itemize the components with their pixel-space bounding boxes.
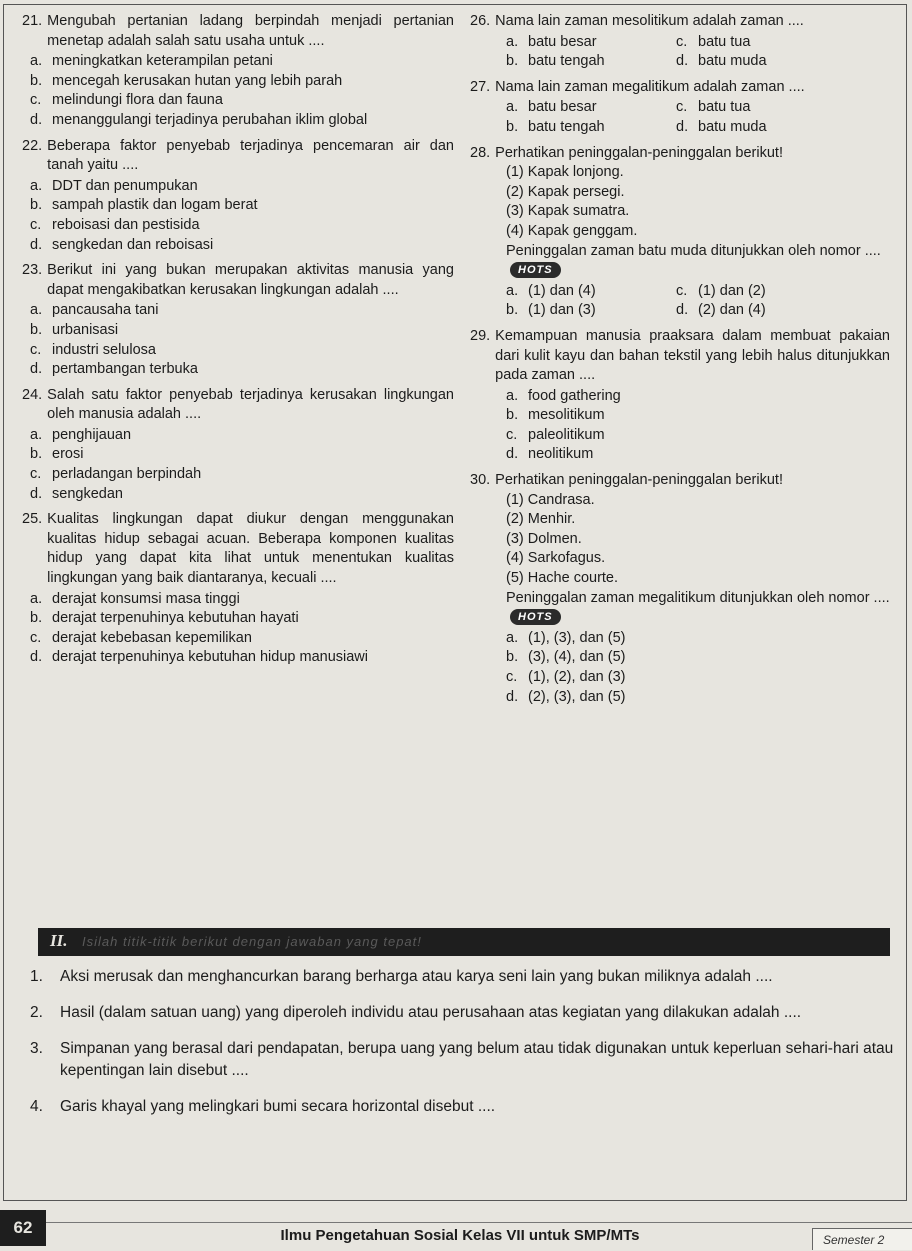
option-a[interactable]: a. penghijauan bbox=[30, 426, 132, 443]
question-stem: Perhatikan peninggalan-peninggalan berikut! bbox=[495, 472, 783, 489]
option-c[interactable]: c. (1), (2), dan (3) bbox=[506, 669, 626, 685]
question-stem: Salah satu faktor penyebab terjadinya kerusakan lingkungan oleh manusia adalah .... bbox=[47, 386, 454, 423]
question-number: 22. bbox=[22, 137, 43, 154]
question-stem: Nama lain zaman mesolitikum adalah zaman .... bbox=[495, 13, 804, 29]
question-number: 28. bbox=[470, 144, 491, 161]
question-28 bbox=[470, 144, 890, 321]
question-number: 25. bbox=[22, 511, 43, 528]
essay-section bbox=[30, 966, 906, 1132]
option-d[interactable]: d. (2), (3), dan (5) bbox=[506, 688, 626, 705]
option-a[interactable]: a. pancausaha tani bbox=[30, 302, 159, 319]
option-b[interactable]: b. mesolitikum bbox=[506, 407, 605, 424]
question-number: 23. bbox=[22, 262, 43, 279]
question-number: 21. bbox=[22, 13, 43, 29]
question-30 bbox=[470, 471, 890, 707]
question-stem: Nama lain zaman megalitikum adalah zaman .... bbox=[495, 78, 805, 95]
list-item: (1) Candrasa. bbox=[506, 491, 595, 508]
essay-question-4: 4. Garis khayal yang melingkari bumi secara horizontal disebut .... bbox=[30, 1098, 496, 1115]
section-number: II. bbox=[50, 931, 68, 950]
option-a[interactable]: a. DDT dan penumpukan bbox=[30, 177, 198, 194]
option-a[interactable]: a. batu besar bbox=[506, 33, 597, 50]
list-item: (1) Kapak lonjong. bbox=[506, 164, 624, 181]
follow-up-text: Peninggalan zaman batu muda ditunjukkan oleh nomor ....HOTS bbox=[506, 242, 881, 277]
option-c[interactable]: c. industri selulosa bbox=[30, 341, 156, 358]
question-number: 26. bbox=[470, 13, 491, 29]
option-d[interactable]: d. batu muda bbox=[676, 118, 767, 135]
option-d[interactable]: d. sengkedan bbox=[30, 485, 123, 502]
option-b[interactable]: b. (1) dan (3) bbox=[506, 302, 596, 319]
question-stem: Berikut ini yang bukan merupakan aktivitas manusia yang dapat mengakibatkan kerusakan lingkungan adalah .... bbox=[47, 262, 454, 298]
option-a[interactable]: a. derajat konsumsi masa tinggi bbox=[30, 590, 240, 607]
list-item: (4) Sarkofagus. bbox=[506, 550, 606, 567]
left-column bbox=[22, 12, 454, 674]
question-number: 29. bbox=[470, 327, 491, 344]
right-column bbox=[470, 12, 890, 713]
follow-up-text: Peninggalan zaman megalitikum ditunjukkan oleh nomor ....HOTS bbox=[506, 589, 890, 624]
book-title: Ilmu Pengetahuan Sosial Kelas VII untuk SMP/MTs bbox=[280, 1227, 640, 1244]
option-d[interactable]: d. (2) dan (4) bbox=[676, 302, 766, 319]
option-a[interactable]: a. meningkatkan keterampilan petani bbox=[30, 53, 273, 70]
item-list bbox=[470, 491, 890, 589]
question-27 bbox=[470, 78, 890, 138]
list-item: (3) Kapak sumatra. bbox=[506, 203, 630, 220]
semester-tab: Semester 2 bbox=[812, 1228, 912, 1250]
question-21 bbox=[22, 12, 454, 131]
option-d[interactable]: d. pertambangan terbuka bbox=[30, 361, 198, 378]
option-c[interactable]: c. reboisasi dan pestisida bbox=[30, 216, 200, 233]
essay-question-1: 1. Aksi merusak dan menghancurkan barang berharga atau karya seni lain yang bukan miliknya adalah .... bbox=[30, 968, 773, 985]
option-a[interactable]: a. (1) dan (4) bbox=[506, 282, 596, 299]
option-c[interactable]: c. batu tua bbox=[676, 33, 751, 50]
question-number: 30. bbox=[470, 472, 491, 489]
question-22 bbox=[22, 137, 454, 256]
footer-divider bbox=[46, 1222, 912, 1223]
question-number: 24. bbox=[22, 386, 43, 403]
option-c[interactable]: c. melindungi flora dan fauna bbox=[30, 92, 223, 109]
option-b[interactable]: b. sampah plastik dan logam berat bbox=[30, 197, 258, 214]
option-a[interactable]: a. food gathering bbox=[506, 387, 621, 404]
option-c[interactable]: c. derajat kebebasan kepemilikan bbox=[30, 629, 252, 646]
option-a[interactable]: a. batu besar bbox=[506, 99, 597, 116]
question-stem: Kemampuan manusia praaksara dalam membuat pakaian dari kulit kayu dan bahan tekstil yang lebih halus ditunjukkan pada zaman .... bbox=[495, 327, 890, 384]
hots-badge: HOTS bbox=[510, 262, 561, 278]
hots-badge: HOTS bbox=[510, 609, 561, 625]
option-d[interactable]: d. derajat terpenuhinya kebutuhan hidup manusiawi bbox=[30, 649, 368, 666]
question-stem: Kualitas lingkungan dapat diukur dengan menggunakan kualitas hidup sebagai acuan. Beberapa komponen kualitas hidup yang dapat kita lihat untuk menentukan kualitas lingkungan yang baik diantaranya, kecuali .... bbox=[47, 511, 454, 587]
option-d[interactable]: d. menanggulangi terjadinya perubahan iklim global bbox=[30, 111, 368, 128]
question-stem: Beberapa faktor penyebab terjadinya pencemaran air dan tanah yaitu .... bbox=[47, 137, 454, 174]
option-b[interactable]: b. batu tengah bbox=[506, 118, 605, 135]
essay-question-3: 3. Simpanan yang berasal dari pendapatan, berupa uang yang belum atau tidak digunakan untuk keperluan sehari-hari atau kepentingan lain disebut .... bbox=[30, 1040, 894, 1079]
question-25 bbox=[22, 510, 454, 668]
list-item: (2) Kapak persegi. bbox=[506, 183, 625, 200]
option-d[interactable]: d. batu muda bbox=[676, 53, 767, 70]
option-c[interactable]: c. (1) dan (2) bbox=[676, 282, 766, 299]
list-item: (3) Dolmen. bbox=[506, 530, 582, 547]
essay-question-2: 2. Hasil (dalam satuan uang) yang diperoleh individu atau perusahaan atas kegiatan yang dilakukan adalah .... bbox=[30, 1004, 802, 1021]
list-item: (2) Menhir. bbox=[506, 511, 576, 528]
question-23 bbox=[22, 261, 454, 380]
option-b[interactable]: b. (3), (4), dan (5) bbox=[506, 649, 626, 666]
question-stem: Mengubah pertanian ladang berpindah menjadi pertanian menetap adalah salah satu usaha untuk .... bbox=[47, 13, 454, 49]
option-c[interactable]: c. perladangan berpindah bbox=[30, 466, 202, 483]
option-c[interactable]: c. batu tua bbox=[676, 99, 751, 116]
section-header-bar bbox=[38, 928, 890, 956]
list-item: (4) Kapak genggam. bbox=[506, 222, 638, 239]
option-a[interactable]: a. (1), (3), dan (5) bbox=[506, 629, 626, 646]
list-item: (5) Hache courte. bbox=[506, 570, 619, 587]
option-b[interactable]: b. batu tengah bbox=[506, 53, 605, 70]
option-b[interactable]: b. urbanisasi bbox=[30, 321, 119, 338]
page-number: 62 bbox=[0, 1210, 46, 1246]
option-d[interactable]: d. sengkedan dan reboisasi bbox=[30, 236, 214, 253]
item-list bbox=[470, 163, 890, 241]
question-26 bbox=[470, 12, 890, 72]
section-instruction: Isilah titik-titik berikut dengan jawaban yang tepat! bbox=[82, 934, 422, 949]
option-c[interactable]: c. paleolitikum bbox=[506, 426, 605, 443]
option-b[interactable]: b. erosi bbox=[30, 446, 84, 463]
option-d[interactable]: d. neolitikum bbox=[506, 446, 594, 463]
question-24 bbox=[22, 386, 454, 505]
question-number: 27. bbox=[470, 78, 491, 95]
option-b[interactable]: b. derajat terpenuhinya kebutuhan hayati bbox=[30, 610, 299, 627]
option-b[interactable]: b. mencegah kerusakan hutan yang lebih parah bbox=[30, 72, 343, 89]
question-29 bbox=[470, 327, 890, 465]
question-stem: Perhatikan peninggalan-peninggalan berikut! bbox=[495, 144, 783, 161]
